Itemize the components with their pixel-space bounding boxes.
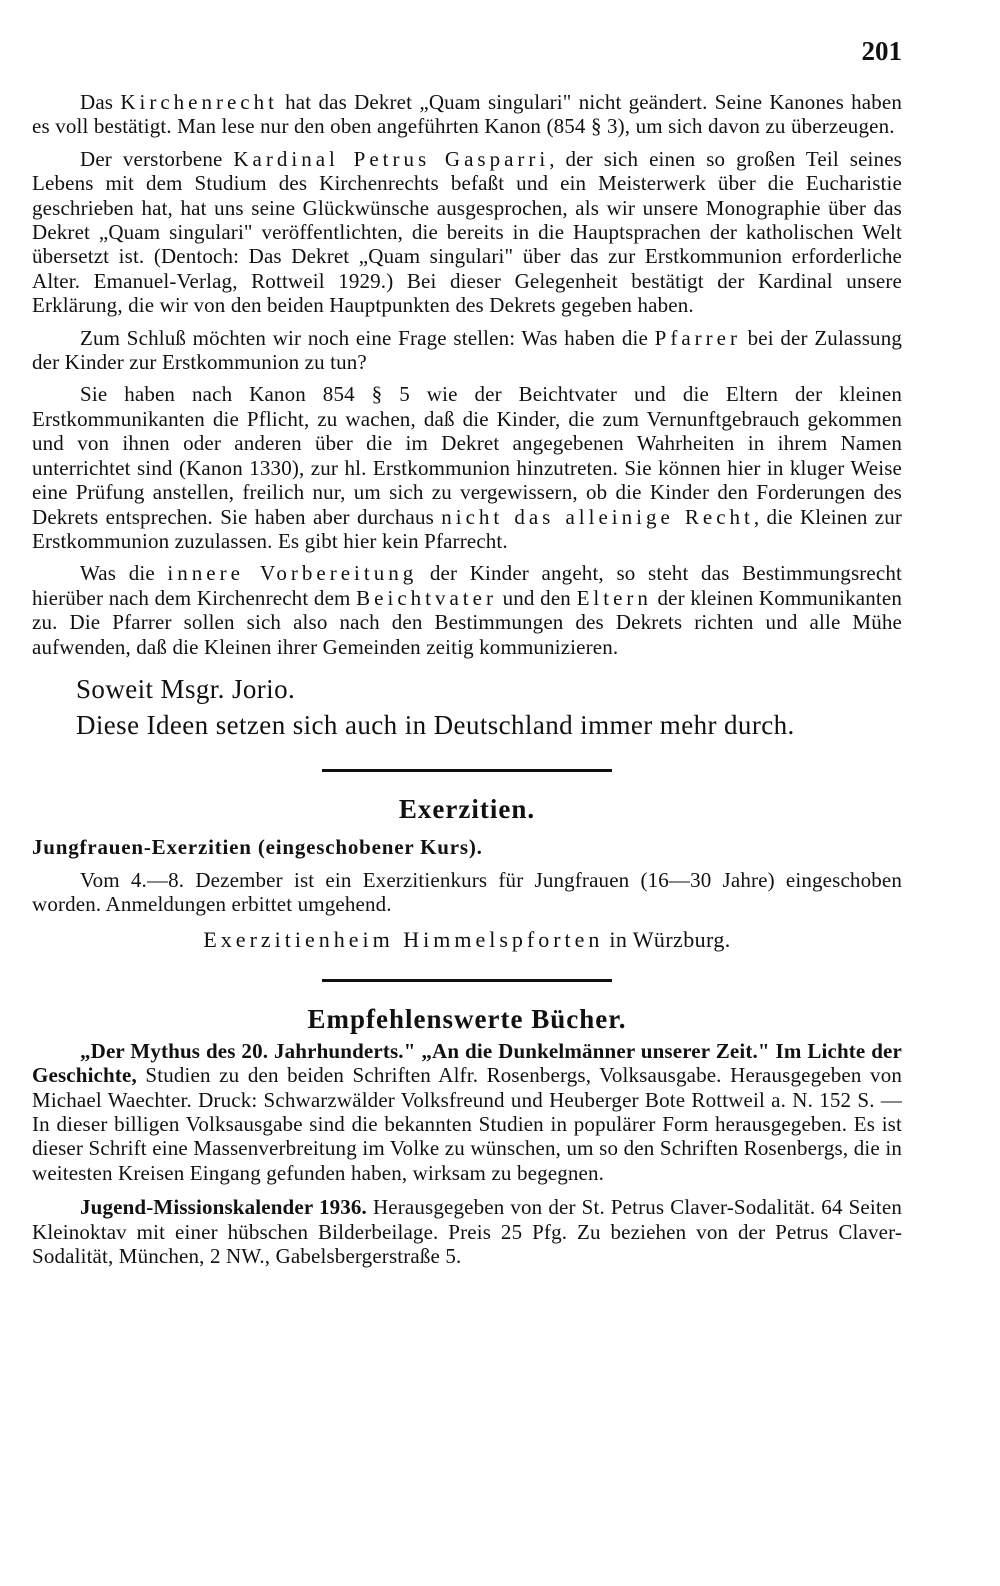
page-number: 201: [861, 36, 902, 66]
text-run: Zum Schluß möchten wir noch eine Frage stellen: Was haben die: [80, 325, 655, 350]
text-run: der Kinder angeht, so steht das Bestimmungsrecht hierüber nach dem Kirchenrecht dem: [32, 561, 902, 610]
emphasis-text: Pfarrer: [654, 325, 741, 350]
section-heading-retreats: Exerzitien.: [398, 793, 536, 824]
text-run: , die Kleinen zur Erstkommunion zuzulassen. Es gibt hier kein Pfarrecht.: [32, 504, 902, 553]
text-run: bei der Zulassung der Kinder zur Erstkommunion zu tun?: [32, 325, 902, 375]
text-run: , der sich einen so großen Teil seines Lebens mit dem Studium des Kirchenrechts befaßt und ein Meisterwerk über die Eucharistie geschrieben hat, hat uns seine Glückwünsche ausgesprochen, als wir unsere Monographie über das Dekret „Quam singulari" veröffentlichten, die bereits in die Hauptsprachen der katholischen Welt übersetzt ist. (Dentoch: Das Dekret „Quam singulari" über das zur Erstkommunion erforderliche Alter. Emanuel-Verlag, Rottweil 1929.) Bei dieser Gelegenheit bestätigt der Kardinal unsere Erklärung, die wir von den beiden Hauptpunkten des Dekrets gegeben haben.: [32, 146, 902, 318]
emphasis-text: Beichtvater: [356, 585, 497, 610]
text-run: und den: [496, 585, 577, 610]
emphasis-text: Eltern: [576, 585, 652, 610]
book-description: Studien zu den beiden Schriften Alfr. Rosenbergs, Volksausgabe. Herausgegeben von Michael Waechter. Druck: Schwarzwälder Volksfreund und Heuberger Bote Rottweil a. N. 152 S. — In dieser billigen Volksausgabe sind die bekannten Studien in populärer Form herausgegeben. Es ist dieser Schrift eine Massenverbreitung im Volke zu wünschen, um so den Schriften Rosenbergs, die in weitesten Kreisen Eingang gefunden haben, wirksam zu begegnen.: [32, 1063, 902, 1185]
paragraph-canon-law: [32, 90, 902, 139]
emphasis-text: innere Vorbereitung: [167, 561, 418, 586]
paragraph-preparation: [32, 561, 902, 659]
paragraph-question: [32, 326, 902, 375]
signature-place: in Würzburg.: [603, 926, 731, 952]
closing-line-germany: Diese Ideen setzen sich auch in Deutschland immer mehr durch.: [76, 709, 795, 740]
section-divider: [322, 769, 612, 772]
page-body: [32, 90, 902, 1268]
book-description: Herausgegeben von der St. Petrus Claver-Sodalität. 64 Seiten Kleinoktav mit einer hübschen Bilderbeilage. Preis 25 Pfg. Zu beziehen von der Petrus Claver-Sodalität, München, 2 NW., Gabelsbergerstraße 5.: [32, 1195, 902, 1268]
emphasis-text: Kardinal Petrus Gasparri: [233, 146, 550, 171]
text-run: Der verstorbene: [80, 146, 234, 171]
paragraph-gasparri: [32, 147, 902, 318]
text-run: hat das Dekret „Quam singulari" nicht geändert. Seine Kanones haben es voll bestätigt. Man lese nur den oben angeführten Kanon (854 § 3), um sich davon zu überzeugen.: [32, 90, 902, 139]
signature-name: Exerzitienheim Himmelspforten: [203, 926, 604, 952]
closing-line-jorio: Soweit Msgr. Jorio.: [76, 673, 296, 704]
text-run: der kleinen Kommunikanten zu. Die Pfarrer sollen sich also nach den Bestimmungen des Dekrets richten und alle Mühe aufwenden, daß die Kleinen ihrer Gemeinden zeitig kommunizieren.: [32, 585, 902, 659]
book-entry: [32, 1195, 902, 1268]
subheading-retreat-course: Jungfrauen-Exerzitien (eingeschobener Kurs).: [32, 834, 483, 859]
emphasis-text: nicht das alleinige Recht: [441, 504, 754, 529]
book-title: „Der Mythus des 20. Jahrhunderts." „An die Dunkelmänner unserer Zeit." Im Lichte der Geschichte,: [32, 1038, 902, 1088]
book-list: [32, 1039, 902, 1269]
book-entry: [32, 1039, 902, 1185]
book-title: Jugend-Missionskalender 1936.: [80, 1195, 367, 1220]
paragraph-pastor-duties: [32, 382, 902, 553]
text-run: Das: [80, 90, 121, 114]
retreat-signature: [32, 927, 902, 953]
emphasis-text: Kirchenrecht: [120, 90, 278, 114]
text-run: Sie haben nach Kanon 854 § 5 wie der Beichtvater und die Eltern der kleinen Erstkommunikanten die Pflicht, zu wachen, daß die Kinder, die zum Vernunftgebrauch gekommen und von ihnen oder anderen über die im Dekret angegebenen Wahrheiten in ihrem Namen unterrichtet sind (Kanon 1330), zur hl. Erstkommunion hinzutreten. Sie können hier in kluger Weise eine Prüfung anstellen, freilich nur, um sich zu vergewissern, ob die Kinder den Forderungen des Dekrets entsprechen. Sie haben aber durchaus: [32, 382, 902, 529]
paragraph-retreat-notice: Vom 4.—8. Dezember ist ein Exerzitienkurs für Jungfrauen (16—30 Jahre) eingeschoben worden. Anmeldungen erbittet umgehend.: [32, 867, 902, 917]
text-run: Was die: [80, 561, 168, 586]
section-heading-books: Empfehlenswerte Bücher.: [307, 1003, 627, 1034]
section-divider: [322, 979, 612, 982]
